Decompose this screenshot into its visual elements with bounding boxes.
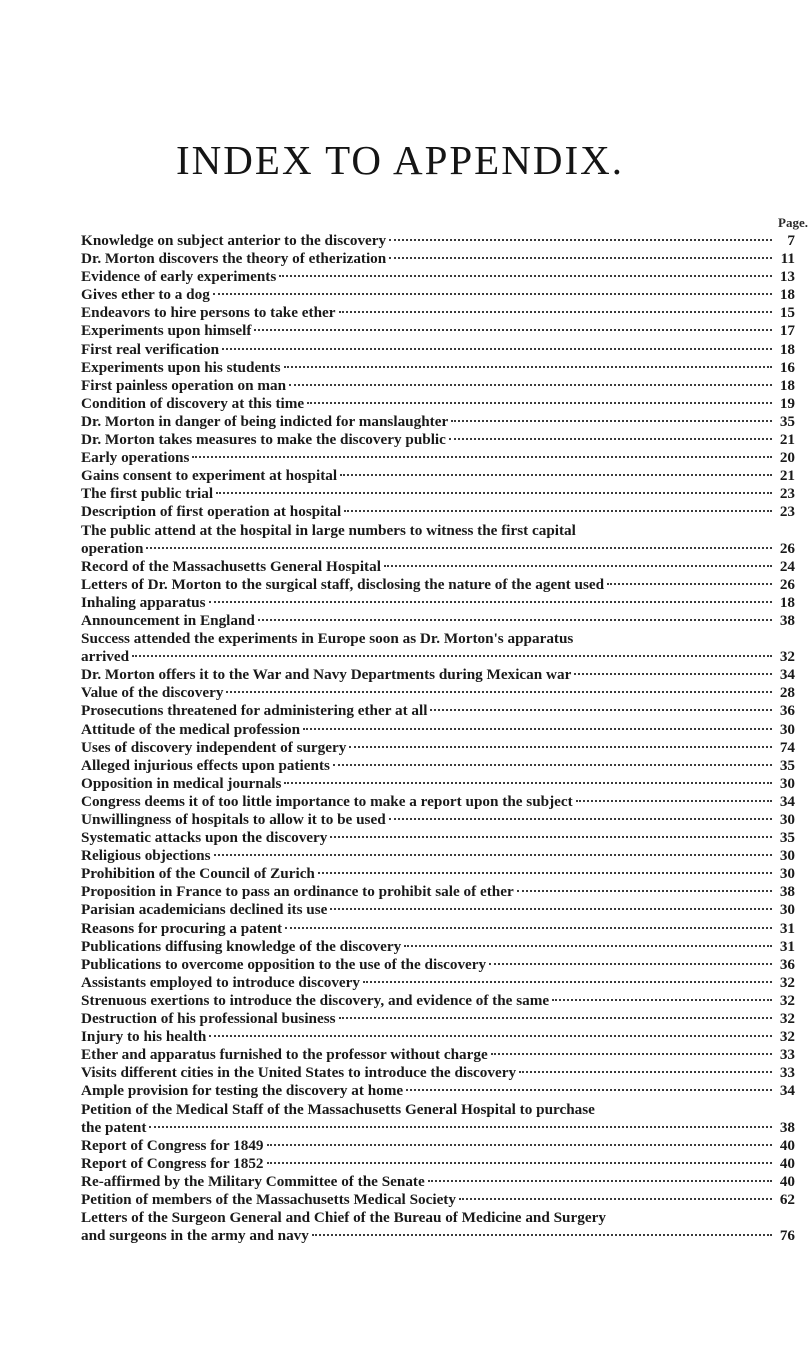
entry-text: Success attended the experiments in Europe soon as Dr. Morton's apparatus	[81, 630, 574, 648]
entry-text: Knowledge on subject anterior to the discovery	[81, 232, 387, 249]
index-entry	[81, 322, 795, 340]
entry-text: Gains consent to experiment at hospital	[81, 467, 338, 485]
entry-text: The first public trial	[81, 485, 214, 503]
dot-leader	[333, 764, 772, 766]
dot-leader	[428, 1180, 772, 1182]
entry-page-number: 23	[779, 485, 795, 503]
index-entry	[81, 775, 795, 793]
dot-leader	[267, 1162, 772, 1164]
index-entry	[81, 1101, 795, 1137]
entry-page-number: 33	[779, 1046, 795, 1064]
index-entry	[81, 901, 795, 919]
entry-text: First real verification	[81, 340, 220, 358]
entry-text: Congress deems it of too little importance to make a report upon the subject	[81, 792, 573, 810]
index-entry	[81, 431, 795, 449]
entry-page-number: 62	[779, 1190, 795, 1208]
entry-page-number: 18	[779, 286, 795, 304]
index-entry	[81, 485, 795, 503]
entry-text: Report of Congress for 1849	[81, 1136, 264, 1154]
entry-continuation-line	[81, 1119, 795, 1137]
entry-page-number: 35	[779, 829, 795, 847]
index-entry	[81, 449, 795, 467]
index-entry	[81, 1191, 795, 1209]
index-entry	[81, 920, 795, 938]
dot-leader	[284, 782, 772, 784]
dot-leader	[489, 963, 772, 965]
dot-leader	[222, 348, 772, 350]
dot-leader	[289, 384, 772, 386]
dot-leader	[307, 402, 772, 404]
entry-text: Unwillingness of hospitals to allow it to be used	[81, 811, 386, 828]
entry-text: Prohibition of the Council of Zurich	[81, 865, 315, 883]
dot-leader	[209, 1035, 772, 1037]
entry-page-number: 26	[779, 575, 795, 593]
index-entry	[81, 938, 795, 956]
entry-page-number: 31	[779, 919, 795, 937]
dot-leader	[254, 329, 772, 331]
entry-text: Ample provision for testing the discovery at home	[81, 1082, 404, 1100]
dot-leader	[284, 366, 772, 368]
entry-page-number: 32	[779, 991, 795, 1009]
entry-text: Announcement in England	[81, 611, 255, 629]
entry-text: Experiments upon himself	[81, 322, 252, 340]
entry-text: Parisian academicians declined its use	[81, 901, 328, 919]
entry-text: The public attend at the hospital in large numbers to witness the first capital	[81, 521, 576, 539]
entry-page-number: 34	[779, 1082, 795, 1100]
entry-text: Dr. Morton discovers the theory of etherization	[81, 250, 387, 268]
dot-leader	[389, 239, 772, 241]
dot-leader	[330, 836, 772, 838]
entry-continuation-line	[81, 1227, 795, 1245]
entry-page-number: 36	[779, 702, 795, 720]
dot-leader	[491, 1053, 772, 1055]
entry-text: Destruction of his professional business	[81, 1010, 336, 1028]
index-entry	[81, 829, 795, 847]
entry-text: Report of Congress for 1852	[81, 1154, 264, 1172]
entry-page-number: 38	[779, 611, 795, 629]
index-entry	[81, 1173, 795, 1191]
entry-page-number: 30	[779, 811, 795, 828]
dot-leader	[552, 999, 772, 1001]
entry-text: Description of first operation at hospital	[81, 503, 342, 521]
entry-text: Record of the Massachusetts General Hospital	[81, 557, 381, 575]
dot-leader	[404, 945, 772, 947]
entry-text: Ether and apparatus furnished to the professor without charge	[81, 1046, 488, 1064]
index-entry	[81, 522, 795, 558]
entry-continuation-line	[81, 648, 795, 666]
dot-leader	[517, 890, 772, 892]
entry-text: Value of the discovery	[81, 684, 224, 702]
index-entry	[81, 1064, 795, 1082]
index-entry	[81, 1010, 795, 1028]
index-entry	[81, 558, 795, 576]
entry-page-number: 11	[780, 250, 795, 268]
entry-page-number: 19	[779, 394, 795, 412]
index-entry	[81, 721, 795, 739]
entry-text: and surgeons in the army and navy	[81, 1227, 309, 1245]
entry-page-number: 40	[779, 1172, 795, 1190]
entry-text: Experiments upon his students	[81, 358, 281, 376]
entry-page-number: 33	[779, 1064, 795, 1082]
index-entry	[81, 594, 795, 612]
entry-page-number: 21	[779, 467, 795, 485]
dot-leader	[303, 728, 772, 730]
entry-text: Proposition in France to pass an ordinance to prohibit sale of ether	[81, 883, 514, 901]
index-entry	[81, 612, 795, 630]
entry-text: Petition of the Medical Staff of the Massachusetts General Hospital to purchase	[81, 1100, 595, 1118]
entry-text: Letters of Dr. Morton to the surgical staff, disclosing the nature of the agent used	[81, 575, 605, 593]
entry-page-number: 76	[779, 1227, 795, 1245]
entry-page-number: 30	[779, 720, 795, 738]
entry-page-number: 38	[779, 883, 795, 901]
index-entry	[81, 341, 795, 359]
index-entry	[81, 413, 795, 431]
entry-page-number: 32	[779, 973, 795, 991]
dot-leader	[318, 872, 772, 874]
dot-leader	[279, 275, 772, 277]
entry-page-number: 30	[779, 901, 795, 919]
dot-leader	[363, 981, 772, 983]
dot-leader	[576, 800, 772, 802]
entry-text: Re-affirmed by the Military Committee of the Senate	[81, 1172, 425, 1190]
entry-text: Condition of discovery at this time	[81, 394, 305, 412]
entry-page-number: 18	[779, 376, 795, 394]
index-entry	[81, 268, 795, 286]
index-entry	[81, 630, 795, 666]
entry-page-number: 30	[779, 774, 795, 792]
dot-leader	[339, 311, 772, 313]
entry-page-number: 31	[779, 937, 795, 955]
index-entries	[81, 232, 795, 1245]
index-entry	[81, 1046, 795, 1064]
dot-leader	[312, 1234, 772, 1236]
entry-page-number: 17	[779, 322, 795, 340]
entry-page-number: 35	[779, 756, 795, 774]
dot-leader	[344, 510, 772, 512]
entry-text: operation	[81, 539, 144, 557]
index-entry	[81, 684, 795, 702]
entry-text: Dr. Morton takes measures to make the discovery public	[81, 431, 446, 449]
entry-page-number: 34	[779, 792, 795, 810]
entry-text: Publications diffusing knowledge of the discovery	[81, 937, 402, 955]
index-entry	[81, 974, 795, 992]
dot-leader	[285, 927, 772, 929]
dot-leader	[459, 1198, 772, 1200]
dot-leader	[216, 492, 772, 494]
entry-continuation-line	[81, 540, 795, 558]
dot-leader	[132, 655, 772, 657]
dot-leader	[349, 746, 772, 748]
index-entry	[81, 811, 795, 829]
entry-page-number: 20	[779, 449, 795, 467]
index-entry	[81, 883, 795, 901]
entry-page-number: 28	[779, 684, 795, 702]
dot-leader	[226, 691, 772, 693]
dot-leader	[384, 565, 772, 567]
dot-leader	[192, 456, 772, 458]
entry-text: Reasons for procuring a patent	[81, 919, 283, 937]
index-entry	[81, 359, 795, 377]
dot-leader	[213, 293, 772, 295]
entry-text: Strenuous exertions to introduce the discovery, and evidence of the same	[81, 991, 550, 1009]
entry-page-number: 21	[779, 431, 795, 449]
dot-leader	[149, 1126, 772, 1128]
entry-text: arrived	[81, 648, 130, 666]
entry-text: Gives ether to a dog	[81, 286, 210, 304]
entry-page-number: 40	[779, 1154, 795, 1172]
index-entry	[81, 702, 795, 720]
dot-leader	[449, 438, 772, 440]
entry-text: Letters of the Surgeon General and Chief of the Bureau of Medicine and Surgery	[81, 1209, 606, 1227]
dot-leader	[430, 709, 772, 711]
entry-page-number: 32	[779, 1028, 795, 1046]
entry-page-number: 7	[787, 232, 795, 249]
dot-leader	[209, 601, 772, 603]
entry-page-number: 74	[779, 738, 795, 756]
entry-page-number: 35	[779, 412, 795, 430]
entry-page-number: 24	[779, 557, 795, 575]
entry-text: Publications to overcome opposition to the use of the discovery	[81, 955, 487, 973]
page-column-header: Page.	[778, 215, 808, 230]
entry-text: the patent	[81, 1118, 147, 1136]
index-entry	[81, 847, 795, 865]
entry-text: Dr. Morton offers it to the War and Navy Departments during Mexican war	[81, 666, 572, 684]
entry-text: Prosecutions threatened for administering ether at all	[81, 702, 428, 720]
dot-leader	[340, 474, 772, 476]
page-title: INDEX TO APPENDIX.	[176, 137, 624, 183]
entry-page-number: 18	[779, 340, 795, 358]
dot-leader	[330, 908, 772, 910]
entry-text: First painless operation on man	[81, 376, 287, 394]
index-entry	[81, 576, 795, 594]
dot-leader	[451, 420, 772, 422]
dot-leader	[258, 619, 772, 621]
entry-page-number: 16	[779, 358, 795, 376]
index-entry	[81, 232, 795, 250]
index-entry	[81, 793, 795, 811]
entry-text: Petition of members of the Massachusetts Medical Society	[81, 1190, 456, 1208]
entry-page-number: 13	[779, 268, 795, 286]
index-entry	[81, 395, 795, 413]
entry-text: Religious objections	[81, 847, 211, 865]
entry-page-number: 38	[779, 1118, 795, 1136]
entry-text: Systematic attacks upon the discovery	[81, 829, 328, 847]
entry-page-number: 18	[779, 593, 795, 611]
entry-text: Inhaling apparatus	[81, 593, 206, 611]
index-entry	[81, 739, 795, 757]
dot-leader	[519, 1071, 772, 1073]
entry-text: Endeavors to hire persons to take ether	[81, 304, 336, 322]
dot-leader	[214, 854, 772, 856]
entry-text: Uses of discovery independent of surgery	[81, 738, 347, 756]
entry-page-number: 26	[779, 539, 795, 557]
index-entry	[81, 1209, 795, 1245]
entry-page-number: 32	[779, 1010, 795, 1028]
index-entry	[81, 1082, 795, 1100]
entry-page-number: 36	[779, 955, 795, 973]
entry-text: Injury to his health	[81, 1028, 207, 1046]
index-entry	[81, 304, 795, 322]
entry-page-number: 40	[779, 1136, 795, 1154]
dot-leader	[146, 547, 772, 549]
entry-text: Attitude of the medical profession	[81, 720, 301, 738]
dot-leader	[406, 1089, 772, 1091]
entry-page-number: 15	[779, 304, 795, 322]
index-entry	[81, 666, 795, 684]
index-entry	[81, 757, 795, 775]
index-entry	[81, 377, 795, 395]
index-entry	[81, 865, 795, 883]
dot-leader	[339, 1017, 772, 1019]
entry-text: Alleged injurious effects upon patients	[81, 756, 330, 774]
dot-leader	[607, 583, 772, 585]
entry-text: Early operations	[81, 449, 190, 467]
index-entry	[81, 503, 795, 521]
entry-text: Evidence of early experiments	[81, 268, 277, 286]
dot-leader	[267, 1144, 772, 1146]
index-entry	[81, 1137, 795, 1155]
index-entry	[81, 956, 795, 974]
index-entry	[81, 250, 795, 268]
dot-leader	[389, 818, 772, 820]
index-entry	[81, 1155, 795, 1173]
entry-text: Opposition in medical journals	[81, 774, 282, 792]
entry-page-number: 34	[779, 666, 795, 684]
dot-leader	[389, 257, 772, 259]
entry-text: Assistants employed to introduce discovery	[81, 973, 360, 991]
entry-page-number: 30	[779, 847, 795, 865]
entry-page-number: 32	[779, 648, 795, 666]
entry-page-number: 23	[779, 503, 795, 521]
entry-page-number: 30	[779, 865, 795, 883]
entry-text: Visits different cities in the United States to introduce the discovery	[81, 1064, 517, 1082]
dot-leader	[574, 673, 772, 675]
entry-text: Dr. Morton in danger of being indicted for manslaughter	[81, 412, 449, 430]
index-entry	[81, 467, 795, 485]
index-entry	[81, 1028, 795, 1046]
index-entry	[81, 992, 795, 1010]
index-entry	[81, 286, 795, 304]
